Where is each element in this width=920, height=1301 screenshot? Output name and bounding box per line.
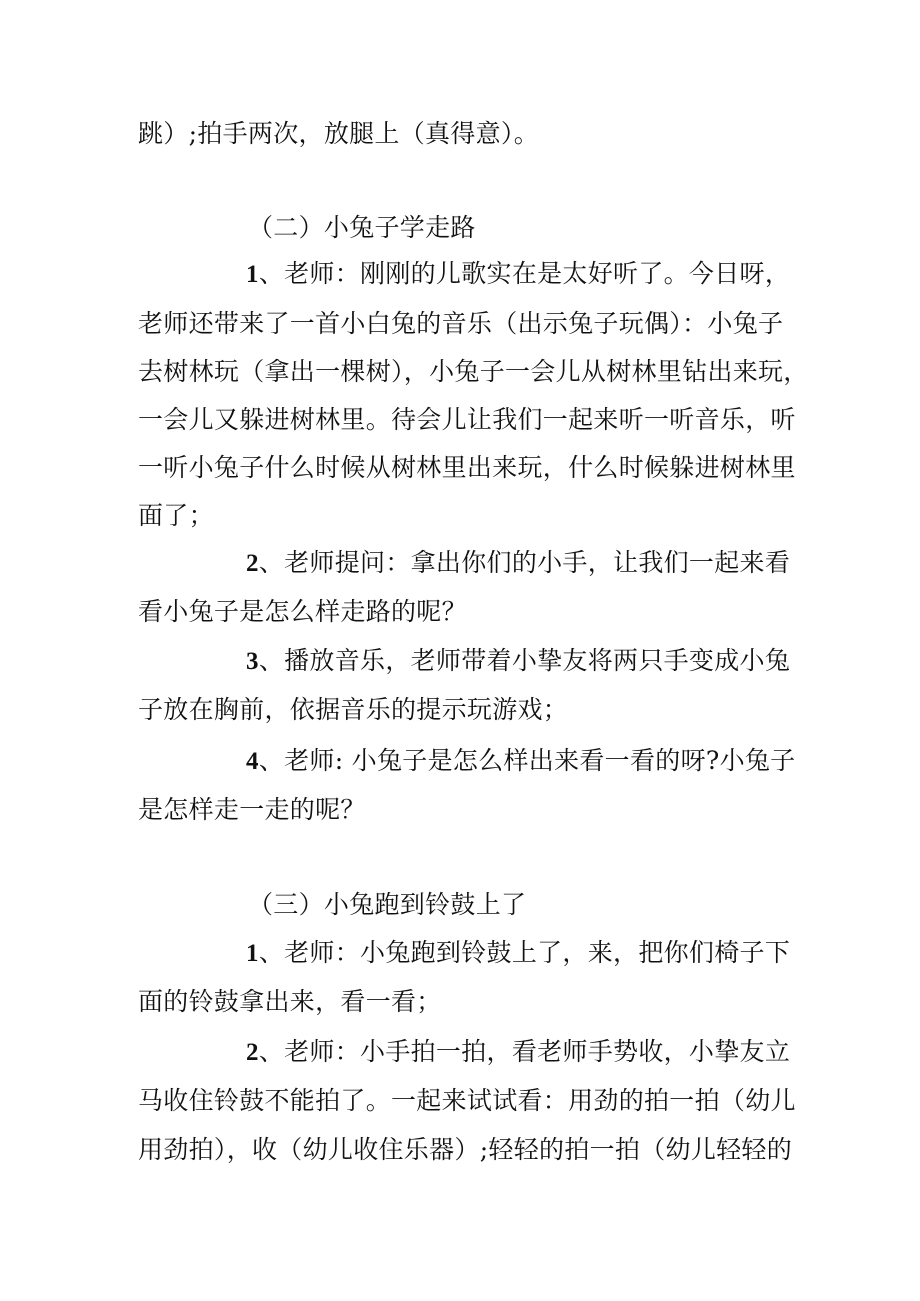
paragraph-line: 面的铃鼓拿出来，看一看； (138, 987, 442, 1016)
section-2-item-2 (246, 547, 790, 580)
section-3-heading: （三）小兔跑到铃鼓上了 (248, 890, 527, 919)
section-2-item-4 (246, 745, 796, 778)
item-text: 、老师：小手拍一拍，看老师手势收，小挚友立 (258, 1037, 791, 1066)
section-3-item-2 (246, 1036, 790, 1069)
item-number: 1 (246, 940, 259, 967)
section-3-item-1 (246, 937, 790, 970)
item-number: 2 (246, 550, 259, 577)
paragraph-line: 去树林玩（拿出一棵树），小兔子一会儿从树林里钻出来玩， (138, 357, 809, 386)
item-text: 、老师：刚刚的儿歌实在是太好听了。今日呀， (258, 259, 791, 288)
item-number: 2 (246, 1039, 259, 1066)
paragraph-line: 一会儿又躲进树林里。待会儿让我们一起来听一听音乐，听 (138, 405, 796, 434)
paragraph-line: 看小兔子是怎么样走路的呢？ (138, 597, 467, 626)
item-number: 3 (246, 648, 259, 675)
paragraph-line: 用劲拍），收（幼儿收住乐器）;轻轻的拍一拍（幼儿轻轻的 (138, 1135, 793, 1164)
opening-line: 跳）;拍手两次，放腿上（真得意）。 (138, 119, 540, 148)
item-number: 1 (246, 261, 259, 288)
item-text: 、播放音乐，老师带着小挚友将两只手变成小兔 (258, 646, 791, 675)
item-number: 4 (246, 748, 259, 775)
paragraph-line: 一听小兔子什么时候从树林里出来玩，什么时候躲进树林里 (138, 453, 796, 482)
paragraph-line: 子放在胸前，依据音乐的提示玩游戏； (138, 695, 569, 724)
item-text: 、老师：小兔跑到铃鼓上了，来，把你们椅子下 (258, 938, 791, 967)
section-2-heading: （二）小兔子学走路 (248, 213, 476, 242)
paragraph-line: 是怎样走一走的呢？ (138, 795, 366, 824)
paragraph-line: 面了； (138, 501, 214, 530)
item-text: 、老师提问：拿出你们的小手，让我们一起来看 (258, 548, 791, 577)
paragraph-line: 马收住铃鼓不能拍了。一起来试试看：用劲的拍一拍（幼儿 (138, 1086, 796, 1115)
section-2-item-1 (246, 258, 790, 291)
item-text: 、老师: 小兔子是怎么样出来看一看的呀?小兔子 (258, 746, 796, 775)
paragraph-line: 老师还带来了一首小白兔的音乐（出示兔子玩偶）：小兔子 (138, 309, 784, 338)
section-2-item-3 (246, 645, 790, 678)
